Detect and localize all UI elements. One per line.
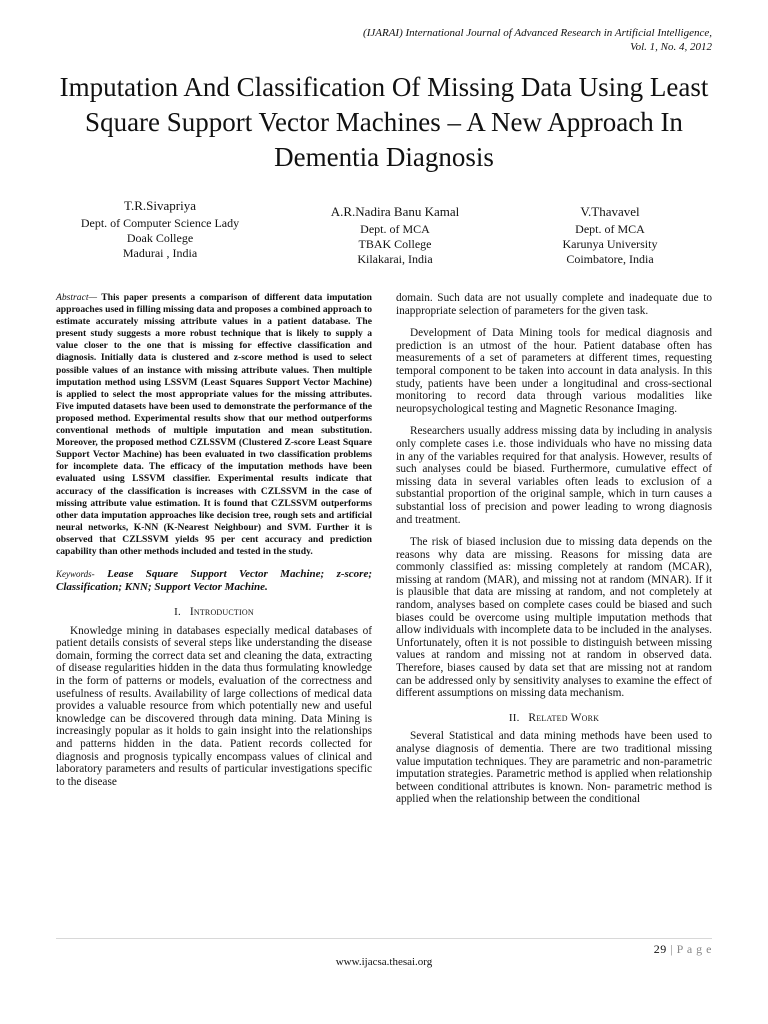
body-paragraph: The risk of biased inclusion due to missing data depends on the reasons why data are missing. Reasons for missing data are commonly classified as: missing completely at random (MCAR), missing at random (MAR), and missing not at random (MNAR). If it is plausible that data are missing at random, and not completely at random, analyses based on complete cases could be biased and such biases could be overcome using multiple imputation methods that allow individuals with incomplete data to be included in the analyses. Unfortunately, often it is not possible to distinguish between missing values at random and missing not at random in observed data. Therefore, biases caused by data set that are missing not at random can be addressed only by sensitivity analyses to examine the effect of different assumptions on missing data mechanism.	[396, 536, 712, 700]
page-number	[654, 942, 712, 957]
author-2	[295, 204, 495, 267]
author-name: T.R.Sivapriya	[124, 198, 196, 213]
section-title: Related Work	[528, 711, 600, 724]
continued-paragraph: domain. Such data are not usually complete and inadequate due to inappropriate selection of parameters for the given task.	[396, 292, 712, 317]
author-affiliation: Coimbatore, India	[566, 252, 654, 266]
section-number: I.	[174, 606, 181, 619]
author-name: A.R.Nadira Banu Kamal	[330, 204, 460, 219]
author-name: V.Thavavel	[580, 204, 640, 219]
intro-paragraph: Knowledge mining in databases especially medical databases of patient details consists of several steps like understanding the disease domain, forming the correct data set and cleaning the data, extracting of disease regularities hidden in the data thus formulating knowledge in the form of patterns or models, evaluation of the correctness and usefulness of results. Availability of large collections of medical data provides a valuable resource from which potentially new and useful knowledge can be discovered through data mining. Data Mining is increasingly popular as it holds to gain insight into the relationships and patterns hidden in the data. Patient records collected for diagnosis and prognosis typically encompass values of clinical and laboratory parameters and results of particular investigations specific to the disease	[56, 624, 372, 788]
right-column	[396, 292, 712, 806]
abstract-label: Abstract—	[56, 292, 98, 303]
footer-website: www.ijacsa.thesai.org	[335, 956, 433, 968]
keywords	[56, 568, 372, 594]
body-paragraph: Development of Data Mining tools for medical diagnosis and prediction is an utmost of the hour. Patient database often has measurements of a set of parameters at different times, requesting temporal component to be taken into account in data analysis. In this study, patients have been under a longitudinal and cross-sectional monitoring to record data through various modalities like neuropsychological testing and Magnetic Resonance Imaging.	[396, 327, 712, 415]
section-number: II.	[508, 711, 520, 724]
author-affiliation: Doak College	[126, 231, 194, 245]
keywords-text: Lease Square Support Vector Machine; z-score; Classification; KNN; Support Vector Machine.	[56, 568, 372, 594]
abstract-text: This paper presents a comparison of different data imputation approaches used in filling missing data and proposes a combined approach to estimate accurately missing attribute values in a patient database. The present study suggests a more robust technique that is likely to supply a value closer to the one that is missing for effective classification and diagnosis. Initially data is clustered and z-score method is used to select possible values of an instance with missing attribute values. Then multiple imputation method using LSSVM (Least Squares Support Vector Machine) is applied to select the most appropriate values for the missing attributes. Five imputed datasets have been used to demonstrate the performance of the proposed method. Experimental results show that our method outperforms conventional methods of multiple imputation and mean substitution. Moreover, the proposed method CZLSSVM (Clustered Z-score Least Square Support Vector Machine) has been evaluated in two classification problems for incomplete data. The efficacy of the imputation methods have been evaluated using LSSVM classifier. Experimental results indicate that accuracy of the classification is increases with CZLSSVM in the case of missing attribute value estimation. It is found that CZLSSVM outperforms other data imputation approaches like decision tree, rough sets and artificial neural networks, K-NN (K-Nearest Neighbour) and SVM. Further it is observed that CZLSSVM yields 95 per cent accuracy and prediction capability than other methods included and tested in the study.	[56, 292, 372, 557]
footer-divider	[56, 938, 712, 939]
section-heading-related-work	[396, 712, 712, 725]
journal-volume: Vol. 1, No. 4, 2012	[630, 41, 712, 53]
author-1	[50, 198, 270, 261]
author-affiliation: Dept. of MCA	[575, 222, 645, 236]
author-affiliation: Karunya University	[562, 237, 658, 251]
paper-title: Imputation And Classification Of Missing Data Using Least Square Support Vector Machines – A New Approach In Dementia Diagnosis	[59, 72, 709, 172]
keywords-label: Keywords-	[56, 569, 95, 580]
author-affiliation: Dept. of MCA	[360, 222, 430, 236]
page-separator: |	[666, 942, 677, 956]
left-column	[56, 292, 372, 788]
author-affiliation: Kilakarai, India	[357, 252, 433, 266]
journal-header	[363, 26, 712, 54]
page-word: P a g e	[676, 942, 712, 956]
page-number-value: 29	[653, 942, 667, 956]
abstract	[56, 292, 372, 558]
author-block	[40, 198, 728, 268]
section-heading-introduction	[56, 606, 372, 619]
body-paragraph: Researchers usually address missing data by including in analysis only complete cases i.e. those individuals who have no missing data in any of the variables required for that analysis. However, results of such analyses could be biased. Furthermore, cumulative effect of missing data in several variables often leads to exclusion of a substantial proportion of the original sample, which in turn causes a substantial loss of precision and power leading to wrong diagnosis and treatment.	[396, 425, 712, 526]
author-affiliation: Madurai , India	[122, 246, 198, 260]
author-affiliation: Dept. of Computer Science Lady	[80, 216, 240, 230]
section-title: Introduction	[189, 606, 254, 619]
author-3	[510, 204, 710, 267]
journal-name: (IJARAI) International Journal of Advanced Research in Artificial Intelligence,	[363, 27, 712, 39]
body-paragraph: Several Statistical and data mining methods have been used to analyse diagnosis of dementia. There are two traditional missing value imputation techniques. They are parametric and non-parametric imputation strategies. Parametric method is applied when relationship between conditional attributes is known. Non- parametric method is applied when the relationship between the conditional	[396, 730, 712, 806]
author-affiliation: TBAK College	[358, 237, 432, 251]
